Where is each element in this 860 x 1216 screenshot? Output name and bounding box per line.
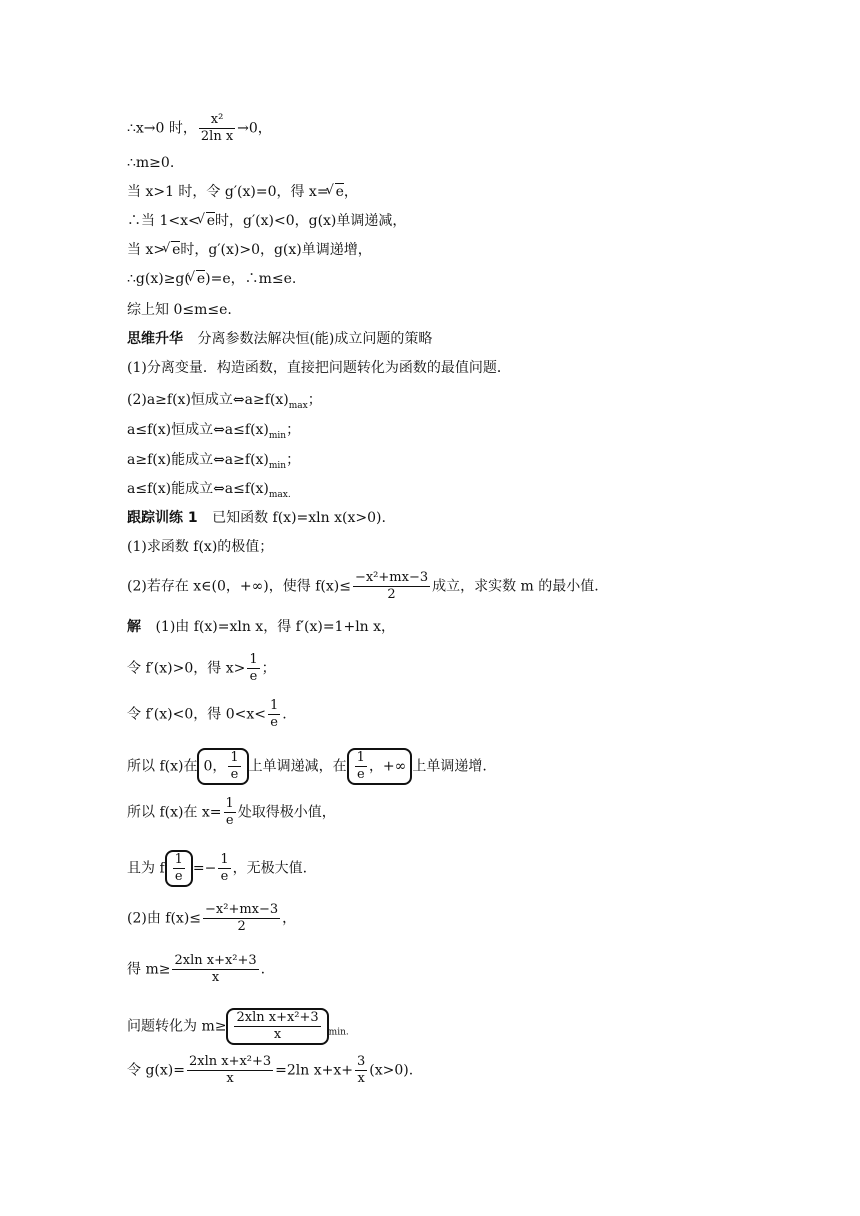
line-6: ∴g(x)≥g(√ e)=e，∴m≤e. [127, 269, 296, 289]
fraction: $\frac{\text{2xln x+x²+3}}{x}$ [188, 1054, 272, 1086]
line-21: 所以 f(x)在 x= $\frac{1}{e}$ 处取得极小值， [127, 796, 336, 828]
line-22: 且为 f $\frac{1}{e}$ =− $\frac{1}{e}$ ，无极大值. [127, 850, 307, 887]
line-10: (2)a≥f(x)恒成立$\Leftrightarrow a\ge f(x)_{max}$； [127, 392, 322, 411]
fraction: $\frac{1}{e}$ [225, 796, 234, 828]
line-7: 综上知 0≤m≤e. [127, 302, 232, 318]
exercise-heading: 跟踪训练 1 [127, 510, 198, 526]
interval: 0， $\frac{1}{e}$ [197, 748, 248, 785]
section-heading: 思维升华 [127, 331, 183, 347]
fraction: $\frac{3}{x}$ [357, 1054, 366, 1086]
line-24: 得 m≥ $\frac{\text{2xln x+x²+3}}{x}$ . [127, 953, 266, 985]
line-9: (1)分离变量．构造函数，直接把问题转化为函数的最值问题． [127, 360, 511, 376]
line-13: a≤f(x)能成立$\Leftrightarrow a\le f(x)_{max.}$ [127, 481, 291, 500]
line-25: 问题转化为 m≥ $\frac{\text{2xln x+x²+3}}{x}$ $_{min.}$ [127, 1008, 349, 1045]
solution-heading: 解 [127, 619, 141, 635]
line-12: a≥f(x)能成立$\Leftrightarrow a\ge f(x)_{min}$； [127, 452, 301, 471]
line-8: 思维升华 分离参数法解决恒(能)成立问题的策略 [127, 331, 433, 347]
line-5: 当 x>√ e时，g′(x)>0，g(x)单调递增， [127, 240, 372, 260]
fraction: $\frac{\text{x²}}{\text{2ln x}}$ [200, 112, 234, 144]
line-15: (1)求函数 f(x)的极值； [127, 539, 274, 555]
line-23: (2)由 f(x)≤ $\frac{\text{−x²+mx−3}}{2}$ ， [127, 902, 297, 934]
line-26: 令 g(x)= $\frac{\text{2xln x+x²+3}}{x}$ =2ln x+x+ $\frac{3}{x}$ (x>0). [127, 1054, 414, 1086]
line-16: (2)若存在 x∈(0，+∞)，使得 f(x)≤ $\frac{\text{−x²+mx−3}}{2}$ 成立，求实数 m 的最小值. [127, 570, 599, 602]
line-14: 跟踪训练 1 已知函数 f(x)=xln x(x>0). [127, 510, 386, 526]
fraction: $\frac{\text{2xln x+x²+3}}{x}$ [174, 953, 257, 985]
line-3: 当 x>1 时，令 g′(x)=0，得 x=√ e， [127, 182, 358, 202]
interval: $\frac{1}{e}$ ，+∞ [347, 748, 413, 785]
line-20: 所以 f(x)在 0， $\frac{1}{e}$ 上单调递减，在 $\frac{1}{e}$ ，+∞ 上单调递增. [127, 748, 487, 785]
fraction: $\frac{1}{e}$ [249, 652, 258, 684]
line-17: 解 (1)由 f(x)=xln x，得 f′(x)=1+ln x， [127, 619, 396, 635]
argument: $\frac{1}{e}$ [165, 850, 193, 887]
line-11: a≤f(x)恒成立$\Leftrightarrow a\le f(x)_{min}$； [127, 422, 301, 441]
line-2: ∴m≥0. [127, 155, 175, 171]
line-1: ∴x→0 时， $\frac{\text{x²}}{\text{2ln x}}$ →0， [127, 112, 272, 144]
fraction: $\frac{\text{−x²+mx−3}}{2}$ [354, 570, 429, 602]
fraction: $\frac{\text{−x²+mx−3}}{2}$ [205, 902, 279, 934]
line-19: 令 f′(x)<0，得 0<x< $\frac{1}{e}$ . [127, 698, 287, 730]
fraction: $\frac{1}{e}$ [220, 852, 229, 884]
line-18: 令 f′(x)>0，得 x> $\frac{1}{e}$ ； [127, 652, 276, 684]
fraction: $\frac{1}{e}$ [269, 698, 279, 730]
expression: $\frac{\text{2xln x+x²+3}}{x}$ [226, 1008, 328, 1045]
line-4: ∴当 1<x<√ e时，g′(x)<0，g(x)单调递减， [127, 211, 406, 231]
